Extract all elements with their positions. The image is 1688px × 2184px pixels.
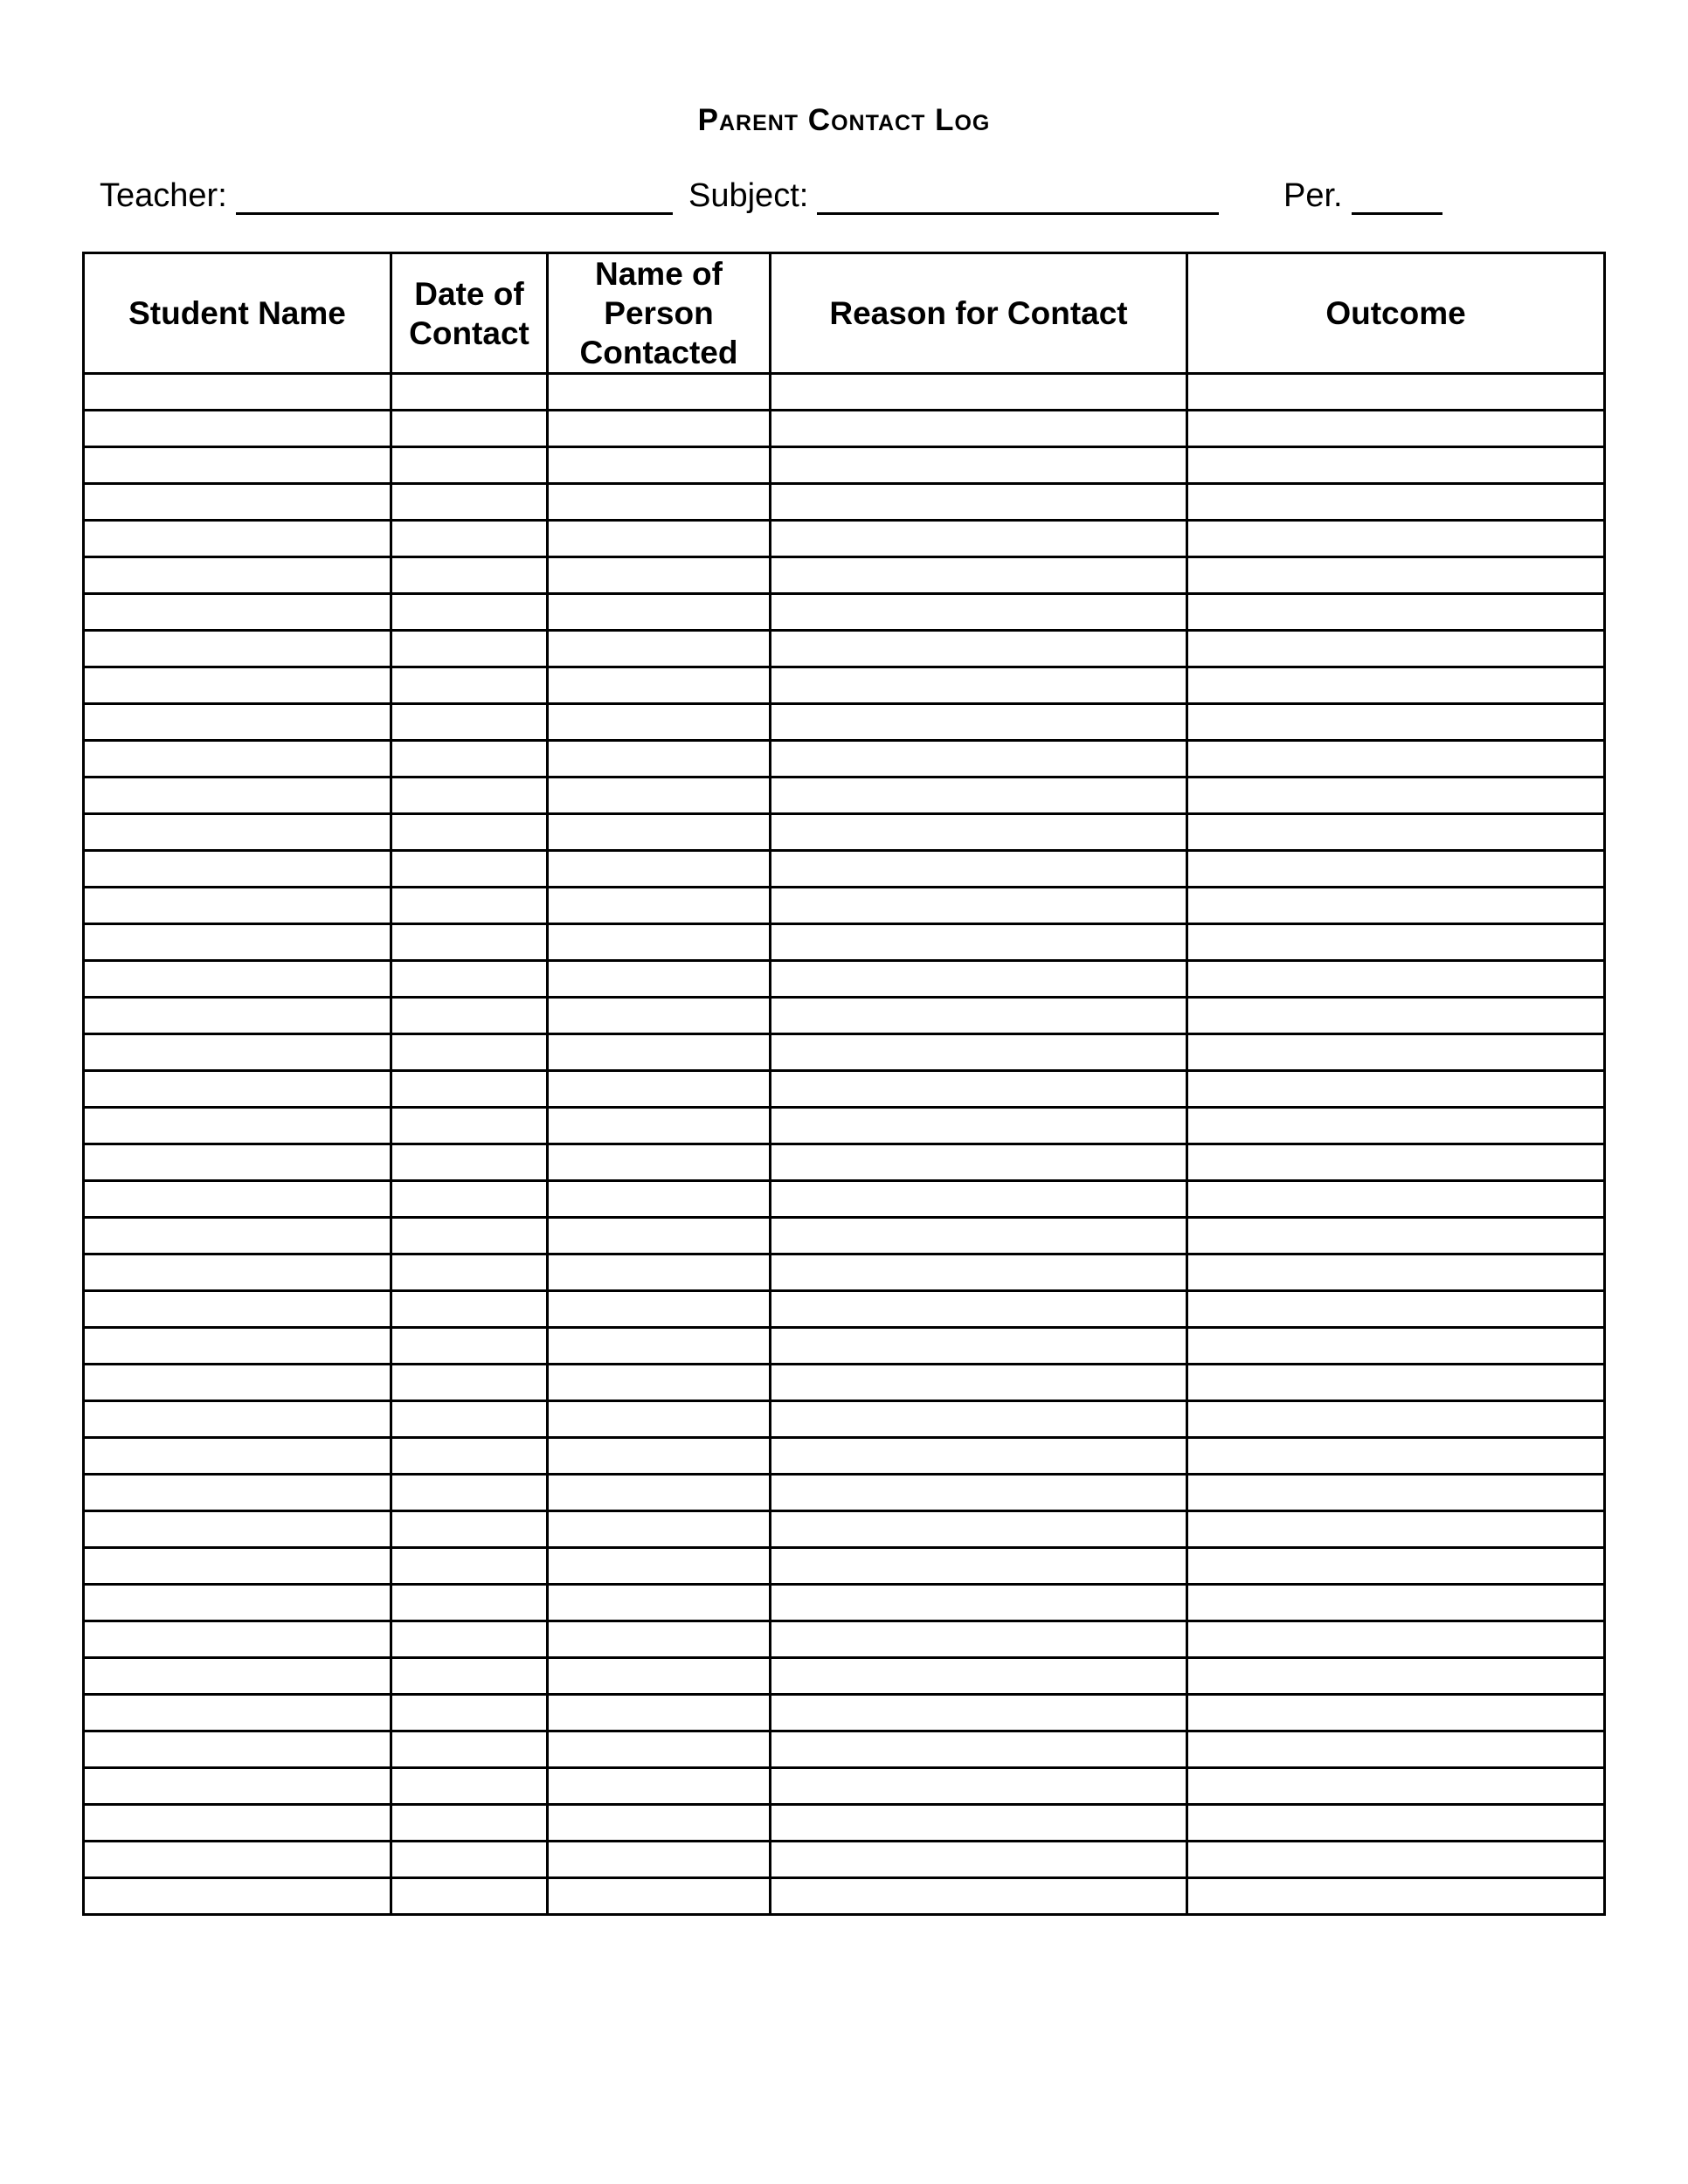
student-name-cell[interactable] — [84, 667, 391, 704]
table-row — [84, 741, 1605, 778]
person-contacted-cell[interactable] — [548, 998, 771, 1034]
date-of-contact-cell[interactable] — [391, 374, 548, 411]
student-name-cell[interactable] — [84, 1842, 391, 1878]
student-name-cell[interactable] — [84, 1034, 391, 1071]
student-name-cell[interactable] — [84, 1695, 391, 1731]
person-contacted-cell[interactable] — [548, 1695, 771, 1731]
date-of-contact-cell[interactable] — [391, 1254, 548, 1291]
table-row — [84, 1695, 1605, 1731]
person-contacted-cell[interactable] — [548, 1365, 771, 1401]
student-name-cell[interactable] — [84, 484, 391, 521]
table-row — [84, 1071, 1605, 1108]
reason-cell[interactable] — [771, 1144, 1187, 1181]
reason-cell[interactable] — [771, 1805, 1187, 1842]
table-row — [84, 1475, 1605, 1511]
person-contacted-cell[interactable] — [548, 557, 771, 594]
date-of-contact-cell[interactable] — [391, 521, 548, 557]
outcome-cell[interactable] — [1187, 1658, 1605, 1695]
date-of-contact-cell[interactable] — [391, 778, 548, 814]
reason-cell[interactable] — [771, 1438, 1187, 1475]
table-row — [84, 631, 1605, 667]
date-of-contact-cell[interactable] — [391, 1731, 548, 1768]
outcome-cell[interactable] — [1187, 374, 1605, 411]
reason-cell[interactable] — [771, 961, 1187, 998]
outcome-cell[interactable] — [1187, 998, 1605, 1034]
table-row — [84, 1585, 1605, 1621]
outcome-cell[interactable] — [1187, 631, 1605, 667]
person-contacted-cell[interactable] — [548, 1144, 771, 1181]
student-name-cell[interactable] — [84, 1365, 391, 1401]
reason-cell[interactable] — [771, 667, 1187, 704]
person-contacted-cell[interactable] — [548, 961, 771, 998]
person-contacted-cell[interactable] — [548, 1291, 771, 1328]
table-row — [84, 667, 1605, 704]
outcome-cell[interactable] — [1187, 741, 1605, 778]
reason-cell[interactable] — [771, 1548, 1187, 1585]
date-of-contact-cell[interactable] — [391, 1878, 548, 1915]
student-name-cell[interactable] — [84, 851, 391, 888]
person-contacted-cell[interactable] — [548, 1658, 771, 1695]
date-of-contact-cell[interactable] — [391, 924, 548, 961]
outcome-cell[interactable] — [1187, 1511, 1605, 1548]
date-of-contact-cell[interactable] — [391, 1621, 548, 1658]
student-name-cell[interactable] — [84, 1291, 391, 1328]
date-of-contact-cell[interactable] — [391, 851, 548, 888]
person-contacted-cell[interactable] — [548, 741, 771, 778]
outcome-cell[interactable] — [1187, 888, 1605, 924]
outcome-cell[interactable] — [1187, 1108, 1605, 1144]
reason-cell[interactable] — [771, 1621, 1187, 1658]
student-name-cell[interactable] — [84, 1585, 391, 1621]
contact-log-table — [82, 252, 1606, 1916]
person-contacted-cell[interactable] — [548, 924, 771, 961]
person-contacted-cell[interactable] — [548, 1511, 771, 1548]
date-of-contact-cell[interactable] — [391, 888, 548, 924]
person-contacted-cell[interactable] — [548, 1805, 771, 1842]
outcome-cell[interactable] — [1187, 961, 1605, 998]
date-of-contact-cell[interactable] — [391, 667, 548, 704]
table-row — [84, 888, 1605, 924]
person-contacted-cell[interactable] — [548, 851, 771, 888]
date-of-contact-cell[interactable] — [391, 1071, 548, 1108]
outcome-cell[interactable] — [1187, 1842, 1605, 1878]
person-contacted-cell[interactable] — [548, 631, 771, 667]
student-name-cell[interactable] — [84, 1511, 391, 1548]
date-of-contact-cell[interactable] — [391, 741, 548, 778]
student-name-cell[interactable] — [84, 1878, 391, 1915]
date-of-contact-cell[interactable] — [391, 1291, 548, 1328]
outcome-cell[interactable] — [1187, 521, 1605, 557]
date-of-contact-cell[interactable] — [391, 961, 548, 998]
outcome-cell[interactable] — [1187, 1071, 1605, 1108]
student-name-cell[interactable] — [84, 594, 391, 631]
table-row — [84, 961, 1605, 998]
reason-cell[interactable] — [771, 1254, 1187, 1291]
reason-cell[interactable] — [771, 1695, 1187, 1731]
person-contacted-cell[interactable] — [548, 704, 771, 741]
student-name-cell[interactable] — [84, 1438, 391, 1475]
table-row — [84, 1401, 1605, 1438]
table-row — [84, 814, 1605, 851]
column-header-person-contacted: Name of Person Contacted — [548, 253, 771, 374]
reason-cell[interactable] — [771, 1108, 1187, 1144]
student-name-cell[interactable] — [84, 814, 391, 851]
reason-cell[interactable] — [771, 814, 1187, 851]
outcome-cell[interactable] — [1187, 1034, 1605, 1071]
student-name-cell[interactable] — [84, 631, 391, 667]
outcome-cell[interactable] — [1187, 1365, 1605, 1401]
outcome-cell[interactable] — [1187, 484, 1605, 521]
table-row — [84, 1181, 1605, 1218]
teacher-blank-line[interactable] — [236, 177, 673, 215]
person-contacted-cell[interactable] — [548, 888, 771, 924]
student-name-cell[interactable] — [84, 374, 391, 411]
date-of-contact-cell[interactable] — [391, 1768, 548, 1805]
person-contacted-cell[interactable] — [548, 484, 771, 521]
subject-field — [688, 177, 1219, 215]
table-row — [84, 447, 1605, 484]
table-row — [84, 1438, 1605, 1475]
reason-cell[interactable] — [771, 888, 1187, 924]
outcome-cell[interactable] — [1187, 1254, 1605, 1291]
date-of-contact-cell[interactable] — [391, 1438, 548, 1475]
person-contacted-cell[interactable] — [548, 1181, 771, 1218]
person-contacted-cell[interactable] — [548, 1328, 771, 1365]
outcome-cell[interactable] — [1187, 1218, 1605, 1254]
student-name-cell[interactable] — [84, 1658, 391, 1695]
reason-cell[interactable] — [771, 1291, 1187, 1328]
outcome-cell[interactable] — [1187, 1144, 1605, 1181]
person-contacted-cell[interactable] — [548, 1218, 771, 1254]
reason-cell[interactable] — [771, 778, 1187, 814]
student-name-cell[interactable] — [84, 557, 391, 594]
student-name-cell[interactable] — [84, 447, 391, 484]
student-name-cell[interactable] — [84, 961, 391, 998]
column-header-outcome: Outcome — [1187, 253, 1605, 374]
outcome-cell[interactable] — [1187, 1181, 1605, 1218]
table-row — [84, 778, 1605, 814]
outcome-cell[interactable] — [1187, 1695, 1605, 1731]
subject-label: Subject: — [688, 177, 809, 214]
person-contacted-cell[interactable] — [548, 1768, 771, 1805]
person-contacted-cell[interactable] — [548, 1071, 771, 1108]
reason-cell[interactable] — [771, 1731, 1187, 1768]
date-of-contact-cell[interactable] — [391, 1218, 548, 1254]
table-row — [84, 1254, 1605, 1291]
table-row — [84, 851, 1605, 888]
date-of-contact-cell[interactable] — [391, 594, 548, 631]
reason-cell[interactable] — [771, 1511, 1187, 1548]
table-row — [84, 1621, 1605, 1658]
student-name-cell[interactable] — [84, 1731, 391, 1768]
date-of-contact-cell[interactable] — [391, 1181, 548, 1218]
student-name-cell[interactable] — [84, 1621, 391, 1658]
student-name-cell[interactable] — [84, 1108, 391, 1144]
outcome-cell[interactable] — [1187, 1548, 1605, 1585]
reason-cell[interactable] — [771, 521, 1187, 557]
person-contacted-cell[interactable] — [548, 1438, 771, 1475]
reason-cell[interactable] — [771, 1842, 1187, 1878]
outcome-cell[interactable] — [1187, 1768, 1605, 1805]
reason-cell[interactable] — [771, 851, 1187, 888]
date-of-contact-cell[interactable] — [391, 557, 548, 594]
date-of-contact-cell[interactable] — [391, 1805, 548, 1842]
person-contacted-cell[interactable] — [548, 1401, 771, 1438]
outcome-cell[interactable] — [1187, 667, 1605, 704]
table-row — [84, 1034, 1605, 1071]
table-row — [84, 1144, 1605, 1181]
student-name-cell[interactable] — [84, 1181, 391, 1218]
table-row — [84, 1658, 1605, 1695]
outcome-cell[interactable] — [1187, 851, 1605, 888]
reason-cell[interactable] — [771, 1401, 1187, 1438]
person-contacted-cell[interactable] — [548, 1108, 771, 1144]
date-of-contact-cell[interactable] — [391, 1034, 548, 1071]
outcome-cell[interactable] — [1187, 1401, 1605, 1438]
student-name-cell[interactable] — [84, 521, 391, 557]
reason-cell[interactable] — [771, 1475, 1187, 1511]
table-row — [84, 1291, 1605, 1328]
person-contacted-cell[interactable] — [548, 374, 771, 411]
reason-cell[interactable] — [771, 557, 1187, 594]
table-row — [84, 1365, 1605, 1401]
outcome-cell[interactable] — [1187, 1438, 1605, 1475]
table-row — [84, 1731, 1605, 1768]
table-row — [84, 704, 1605, 741]
outcome-cell[interactable] — [1187, 411, 1605, 447]
table-header-row — [84, 253, 1605, 374]
outcome-cell[interactable] — [1187, 924, 1605, 961]
student-name-cell[interactable] — [84, 1805, 391, 1842]
date-of-contact-cell[interactable] — [391, 1511, 548, 1548]
student-name-cell[interactable] — [84, 1768, 391, 1805]
date-of-contact-cell[interactable] — [391, 1365, 548, 1401]
teacher-label: Teacher: — [100, 177, 227, 214]
outcome-cell[interactable] — [1187, 1878, 1605, 1915]
period-field — [1283, 177, 1442, 215]
person-contacted-cell[interactable] — [548, 1585, 771, 1621]
date-of-contact-cell[interactable] — [391, 704, 548, 741]
student-name-cell[interactable] — [84, 924, 391, 961]
student-name-cell[interactable] — [84, 1475, 391, 1511]
table-row — [84, 1328, 1605, 1365]
date-of-contact-cell[interactable] — [391, 1548, 548, 1585]
outcome-cell[interactable] — [1187, 1731, 1605, 1768]
outcome-cell[interactable] — [1187, 1585, 1605, 1621]
student-name-cell[interactable] — [84, 1401, 391, 1438]
person-contacted-cell[interactable] — [548, 1621, 771, 1658]
date-of-contact-cell[interactable] — [391, 1658, 548, 1695]
outcome-cell[interactable] — [1187, 447, 1605, 484]
reason-cell[interactable] — [771, 1328, 1187, 1365]
student-name-cell[interactable] — [84, 741, 391, 778]
person-contacted-cell[interactable] — [548, 1034, 771, 1071]
reason-cell[interactable] — [771, 631, 1187, 667]
table-row — [84, 557, 1605, 594]
reason-cell[interactable] — [771, 374, 1187, 411]
subject-blank-line[interactable] — [817, 177, 1219, 215]
student-name-cell[interactable] — [84, 778, 391, 814]
reason-cell[interactable] — [771, 447, 1187, 484]
outcome-cell[interactable] — [1187, 1621, 1605, 1658]
table-body — [84, 374, 1605, 1915]
date-of-contact-cell[interactable] — [391, 1585, 548, 1621]
person-contacted-cell[interactable] — [548, 594, 771, 631]
table-row — [84, 1108, 1605, 1144]
table-row — [84, 374, 1605, 411]
date-of-contact-cell[interactable] — [391, 1401, 548, 1438]
person-contacted-cell[interactable] — [548, 521, 771, 557]
reason-cell[interactable] — [771, 1878, 1187, 1915]
date-of-contact-cell[interactable] — [391, 631, 548, 667]
reason-cell[interactable] — [771, 1071, 1187, 1108]
person-contacted-cell[interactable] — [548, 778, 771, 814]
student-name-cell[interactable] — [84, 1218, 391, 1254]
table-row — [84, 998, 1605, 1034]
table-row — [84, 1768, 1605, 1805]
reason-cell[interactable] — [771, 1034, 1187, 1071]
teacher-field — [100, 177, 673, 215]
date-of-contact-cell[interactable] — [391, 1108, 548, 1144]
reason-cell[interactable] — [771, 1181, 1187, 1218]
reason-cell[interactable] — [771, 741, 1187, 778]
reason-cell[interactable] — [771, 594, 1187, 631]
person-contacted-cell[interactable] — [548, 1475, 771, 1511]
outcome-cell[interactable] — [1187, 1805, 1605, 1842]
reason-cell[interactable] — [771, 1658, 1187, 1695]
outcome-cell[interactable] — [1187, 557, 1605, 594]
outcome-cell[interactable] — [1187, 1291, 1605, 1328]
date-of-contact-cell[interactable] — [391, 411, 548, 447]
table-row — [84, 1511, 1605, 1548]
date-of-contact-cell[interactable] — [391, 814, 548, 851]
date-of-contact-cell[interactable] — [391, 1328, 548, 1365]
person-contacted-cell[interactable] — [548, 411, 771, 447]
table-row — [84, 1842, 1605, 1878]
person-contacted-cell[interactable] — [548, 667, 771, 704]
date-of-contact-cell[interactable] — [391, 998, 548, 1034]
column-header-reason-for-contact: Reason for Contact — [771, 253, 1187, 374]
date-of-contact-cell[interactable] — [391, 484, 548, 521]
date-of-contact-cell[interactable] — [391, 1475, 548, 1511]
student-name-cell[interactable] — [84, 411, 391, 447]
student-name-cell[interactable] — [84, 1071, 391, 1108]
reason-cell[interactable] — [771, 924, 1187, 961]
reason-cell[interactable] — [771, 1365, 1187, 1401]
reason-cell[interactable] — [771, 998, 1187, 1034]
student-name-cell[interactable] — [84, 1328, 391, 1365]
person-contacted-cell[interactable] — [548, 1878, 771, 1915]
student-name-cell[interactable] — [84, 888, 391, 924]
outcome-cell[interactable] — [1187, 594, 1605, 631]
table-row — [84, 1805, 1605, 1842]
table-row — [84, 1878, 1605, 1915]
person-contacted-cell[interactable] — [548, 1842, 771, 1878]
table-row — [84, 484, 1605, 521]
table-row — [84, 521, 1605, 557]
table-row — [84, 1548, 1605, 1585]
reason-cell[interactable] — [771, 484, 1187, 521]
column-header-date-of-contact: Date of Contact — [391, 253, 548, 374]
reason-cell[interactable] — [771, 704, 1187, 741]
page-title: Parent Contact Log — [697, 103, 991, 137]
reason-cell[interactable] — [771, 1218, 1187, 1254]
reason-cell[interactable] — [771, 411, 1187, 447]
person-contacted-cell[interactable] — [548, 814, 771, 851]
reason-cell[interactable] — [771, 1768, 1187, 1805]
date-of-contact-cell[interactable] — [391, 1144, 548, 1181]
column-header-student-name: Student Name — [84, 253, 391, 374]
date-of-contact-cell[interactable] — [391, 1695, 548, 1731]
outcome-cell[interactable] — [1187, 704, 1605, 741]
table-row — [84, 594, 1605, 631]
outcome-cell[interactable] — [1187, 1475, 1605, 1511]
person-contacted-cell[interactable] — [548, 1254, 771, 1291]
outcome-cell[interactable] — [1187, 814, 1605, 851]
student-name-cell[interactable] — [84, 704, 391, 741]
table-row — [84, 411, 1605, 447]
outcome-cell[interactable] — [1187, 778, 1605, 814]
student-name-cell[interactable] — [84, 1548, 391, 1585]
date-of-contact-cell[interactable] — [391, 1842, 548, 1878]
person-contacted-cell[interactable] — [548, 1548, 771, 1585]
table-row — [84, 1218, 1605, 1254]
student-name-cell[interactable] — [84, 998, 391, 1034]
date-of-contact-cell[interactable] — [391, 447, 548, 484]
period-blank-line[interactable] — [1352, 177, 1442, 215]
table-row — [84, 924, 1605, 961]
outcome-cell[interactable] — [1187, 1328, 1605, 1365]
student-name-cell[interactable] — [84, 1144, 391, 1181]
person-contacted-cell[interactable] — [548, 1731, 771, 1768]
period-label: Per. — [1283, 177, 1343, 214]
person-contacted-cell[interactable] — [548, 447, 771, 484]
student-name-cell[interactable] — [84, 1254, 391, 1291]
reason-cell[interactable] — [771, 1585, 1187, 1621]
